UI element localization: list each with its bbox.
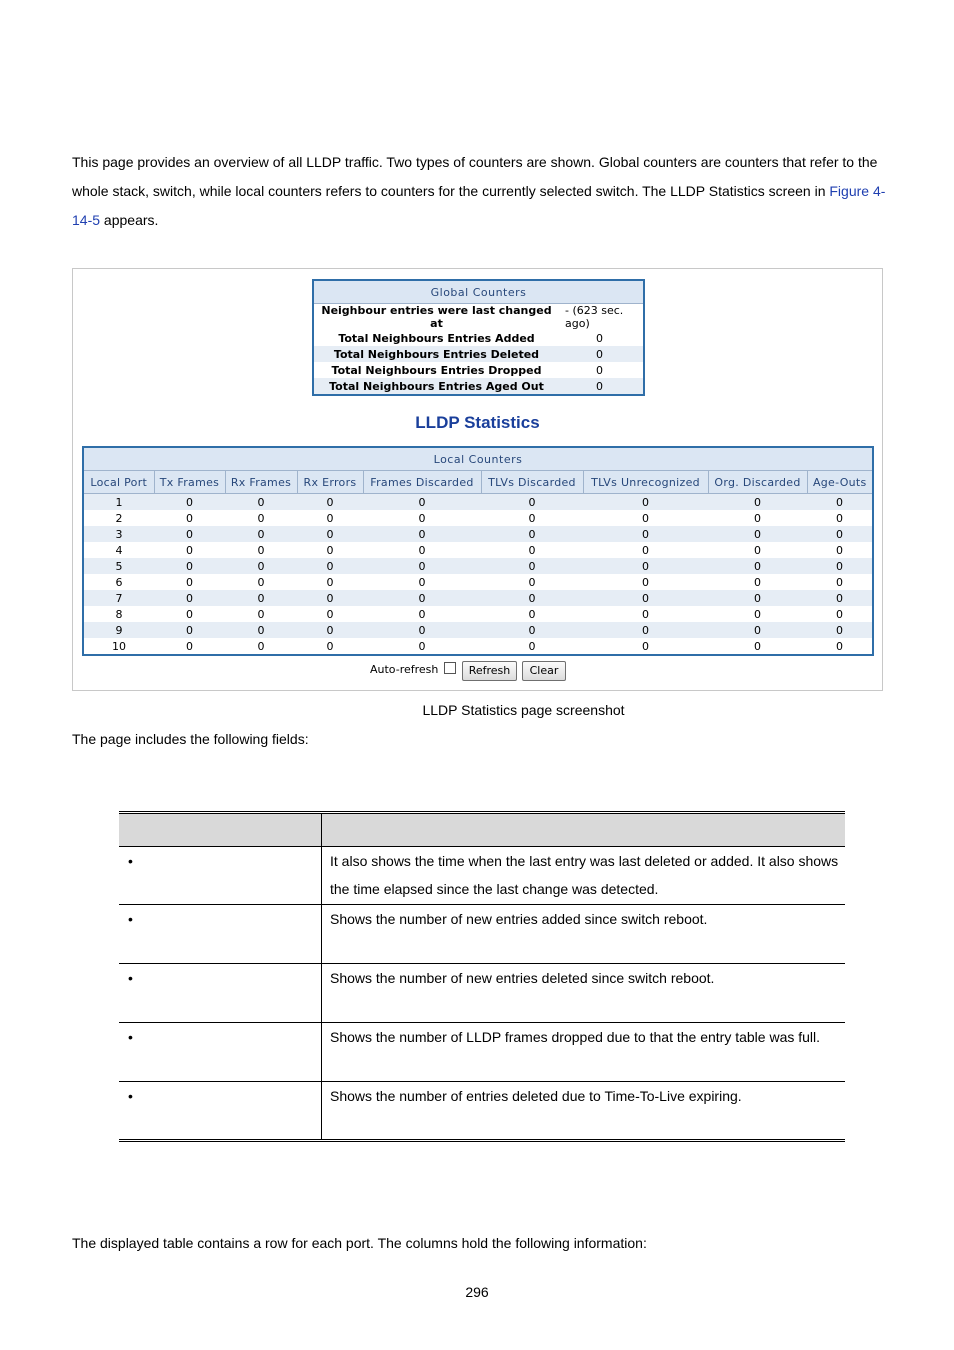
fields-bullet: • (119, 847, 322, 905)
counter-cell: 0 (326, 575, 334, 589)
counter-cell: 0 (186, 543, 193, 557)
global-row (314, 330, 643, 346)
counter-cell: 0 (418, 543, 426, 557)
global-row-label: Total Neighbours Entries Added (338, 331, 535, 345)
global-row (314, 346, 643, 362)
counter-cell: 0 (363, 526, 481, 542)
fields-row (119, 1023, 845, 1082)
col-frames-discarded: Frames Discarded (363, 471, 481, 494)
counter-cell: 0 (708, 590, 807, 606)
counter-cell: 0 (418, 639, 426, 653)
local-row (84, 542, 872, 558)
counter-cell: 0 (326, 607, 334, 621)
global-row-value: 0 (596, 331, 603, 345)
local-row (84, 638, 872, 654)
fields-description: Shows the number of new entries added since switch reboot. (322, 905, 846, 964)
counter-cell: 0 (481, 526, 583, 542)
global-row (314, 362, 643, 378)
counter-cell: 0 (642, 543, 649, 557)
clear-button[interactable]: Clear (522, 661, 566, 681)
fields-row (119, 905, 845, 964)
counter-cell: 0 (186, 575, 193, 589)
counter-cell: 0 (297, 558, 363, 574)
counter-cell: 0 (642, 607, 649, 621)
local-port-cell: 9 (84, 622, 154, 638)
global-row-value: 0 (559, 378, 643, 394)
counter-cell: 0 (807, 622, 872, 638)
counter-cell: 0 (528, 575, 536, 589)
counter-cell: 0 (418, 575, 426, 589)
fields-header-object (119, 814, 322, 847)
counter-cell: 0 (154, 558, 225, 574)
global-row-label: Total Neighbours Entries Aged Out (314, 378, 559, 394)
fields-header-description (322, 814, 846, 847)
counter-cell: 0 (754, 607, 761, 621)
counter-cell: 0 (708, 494, 807, 511)
counter-cell: 0 (836, 639, 843, 653)
counter-cell: 0 (807, 558, 872, 574)
counter-cell: 0 (583, 622, 708, 638)
lldp-statistics-title: LLDP Statistics (415, 413, 540, 432)
counter-cell: 0 (754, 543, 761, 557)
counter-cell: 0 (297, 622, 363, 638)
counter-cell: 0 (225, 590, 297, 606)
counter-cell: 0 (186, 639, 193, 653)
global-row-label: Total Neighbours Entries Dropped (331, 363, 542, 377)
global-row (314, 378, 643, 394)
counter-cell: 0 (836, 607, 843, 621)
counter-cell: 0 (186, 607, 193, 621)
counter-cell: 0 (257, 639, 265, 653)
counter-cell: 0 (754, 639, 761, 653)
counter-cell: 0 (257, 543, 265, 557)
local-counters-panel (82, 446, 874, 656)
counter-cell: 0 (154, 622, 225, 638)
counter-cell: 0 (154, 526, 225, 542)
counter-cell: 0 (642, 639, 649, 653)
counter-cell: 0 (481, 590, 583, 606)
counter-cell: 0 (754, 575, 761, 589)
counter-cell: 0 (642, 511, 649, 525)
counter-cell: 0 (257, 575, 265, 589)
global-row (314, 304, 643, 331)
counter-cell: 0 (754, 511, 761, 525)
counter-cell: 0 (836, 511, 843, 525)
counter-cell: 0 (154, 590, 225, 606)
local-row (84, 590, 872, 606)
global-row-value: - (623 sec. ago) (565, 304, 624, 330)
figure-link[interactable]: Figure 4-14-5 (72, 183, 886, 228)
local-row (84, 494, 872, 511)
col-age-outs: Age-Outs (807, 471, 872, 494)
counter-cell: 0 (326, 543, 334, 557)
counter-cell: 0 (528, 639, 536, 653)
counter-cell: 0 (297, 526, 363, 542)
counter-cell: 0 (225, 494, 297, 511)
auto-refresh-label: Auto-refresh (370, 663, 439, 676)
intro-paragraph (72, 148, 887, 235)
counter-cell: 0 (583, 526, 708, 542)
local-row (84, 574, 872, 590)
fields-row (119, 1082, 845, 1140)
columns-lead: The displayed table contains a row for each port. The columns hold the following information: (72, 1235, 647, 1251)
col-tlvs-discarded: TLVs Discarded (481, 471, 583, 494)
col-tx-frames: Tx Frames (154, 471, 225, 494)
counter-cell: 0 (418, 607, 426, 621)
counter-cell: 0 (363, 494, 481, 511)
global-counters-panel (312, 279, 645, 396)
counter-cell: 0 (154, 494, 225, 511)
counter-cell: 0 (225, 558, 297, 574)
counter-cell: 0 (257, 511, 265, 525)
refresh-button[interactable]: Refresh (462, 661, 517, 681)
fields-bullet: • (119, 1023, 322, 1082)
local-row (84, 558, 872, 574)
counter-cell: 0 (583, 494, 708, 511)
counter-cell: 0 (528, 543, 536, 557)
local-port-cell: 6 (115, 575, 123, 589)
col-rx-frames: Rx Frames (225, 471, 297, 494)
global-row-value: 0 (596, 363, 603, 377)
counter-cell: 0 (225, 526, 297, 542)
counter-cell: 0 (225, 622, 297, 638)
col-rx-errors: Rx Errors (297, 471, 363, 494)
col-local-port: Local Port (84, 471, 154, 494)
global-row-label: Total Neighbours Entries Deleted (314, 346, 559, 362)
local-port-cell: 3 (84, 526, 154, 542)
counter-cell: 0 (257, 607, 265, 621)
counter-cell: 0 (807, 526, 872, 542)
fields-row (119, 847, 845, 905)
fields-bullet: • (119, 905, 322, 964)
counter-cell: 0 (583, 558, 708, 574)
col-org-discarded: Org. Discarded (708, 471, 807, 494)
local-port-cell: 4 (115, 543, 123, 557)
counter-cell: 0 (642, 575, 649, 589)
counter-cell: 0 (363, 622, 481, 638)
fields-bullet: • (119, 1082, 322, 1140)
auto-refresh-checkbox[interactable] (444, 662, 456, 674)
local-port-cell: 7 (84, 590, 154, 606)
local-port-cell: 8 (115, 607, 123, 621)
intro-after: appears. (100, 212, 159, 228)
fields-bullet: • (119, 964, 322, 1023)
controls-bar (73, 661, 882, 683)
fields-header-row (119, 814, 845, 847)
local-header-row (84, 471, 872, 494)
fields-row (119, 964, 845, 1023)
counter-cell: 0 (528, 511, 536, 525)
counter-cell: 0 (807, 494, 872, 511)
counter-cell: 0 (528, 607, 536, 621)
screenshot-figure (72, 268, 883, 691)
counter-cell: 0 (363, 558, 481, 574)
local-row (84, 510, 872, 526)
local-row (84, 606, 872, 622)
fields-lead: The page includes the following fields: (72, 731, 309, 747)
fields-description: Shows the number of new entries deleted since switch reboot. (322, 964, 846, 1023)
counter-cell: 0 (807, 590, 872, 606)
global-counters-caption: Global Counters (314, 281, 643, 304)
counter-cell: 0 (583, 590, 708, 606)
counter-cell: 0 (708, 526, 807, 542)
counter-cell: 0 (708, 558, 807, 574)
counter-cell: 0 (836, 575, 843, 589)
local-row (84, 526, 872, 542)
counter-cell: 0 (418, 511, 426, 525)
counter-cell: 0 (708, 622, 807, 638)
fields-description: Shows the number of entries deleted due to Time-To-Live expiring. (322, 1082, 846, 1140)
counter-cell: 0 (836, 543, 843, 557)
fields-description: It also shows the time when the last entry was last deleted or added. It also shows the time elapsed since the last change was detected. (322, 847, 846, 905)
counter-cell: 0 (363, 590, 481, 606)
local-counters-caption: Local Counters (84, 448, 872, 471)
global-row-label: Neighbour entries were last changed at (321, 304, 552, 330)
fields-description: Shows the number of LLDP frames dropped due to that the entry table was full. (322, 1023, 846, 1082)
counter-cell: 0 (297, 494, 363, 511)
fields-table (119, 811, 845, 1142)
local-counters-body (84, 494, 872, 655)
counter-cell: 0 (297, 590, 363, 606)
local-port-cell: 1 (84, 494, 154, 511)
col-tlvs-unrecognized: TLVs Unrecognized (583, 471, 708, 494)
global-row-value: 0 (559, 346, 643, 362)
local-port-cell: 10 (112, 639, 126, 653)
figure-caption: LLDP Statistics page screenshot (422, 702, 625, 718)
local-port-cell: 5 (84, 558, 154, 574)
counter-cell: 0 (326, 511, 334, 525)
counter-cell: 0 (326, 639, 334, 653)
counter-cell: 0 (481, 494, 583, 511)
counter-cell: 0 (186, 511, 193, 525)
counter-cell: 0 (481, 558, 583, 574)
counter-cell: 0 (481, 622, 583, 638)
local-row (84, 622, 872, 638)
intro-text: This page provides an overview of all LLDP traffic. Two types of counters are shown. Global counters are counters that refer to the whole stack, switch, while local counters refers to counters for the currently selected switch. The LLDP Statistics screen in (72, 154, 878, 199)
page-number: 296 (465, 1284, 489, 1300)
local-port-cell: 2 (115, 511, 123, 525)
